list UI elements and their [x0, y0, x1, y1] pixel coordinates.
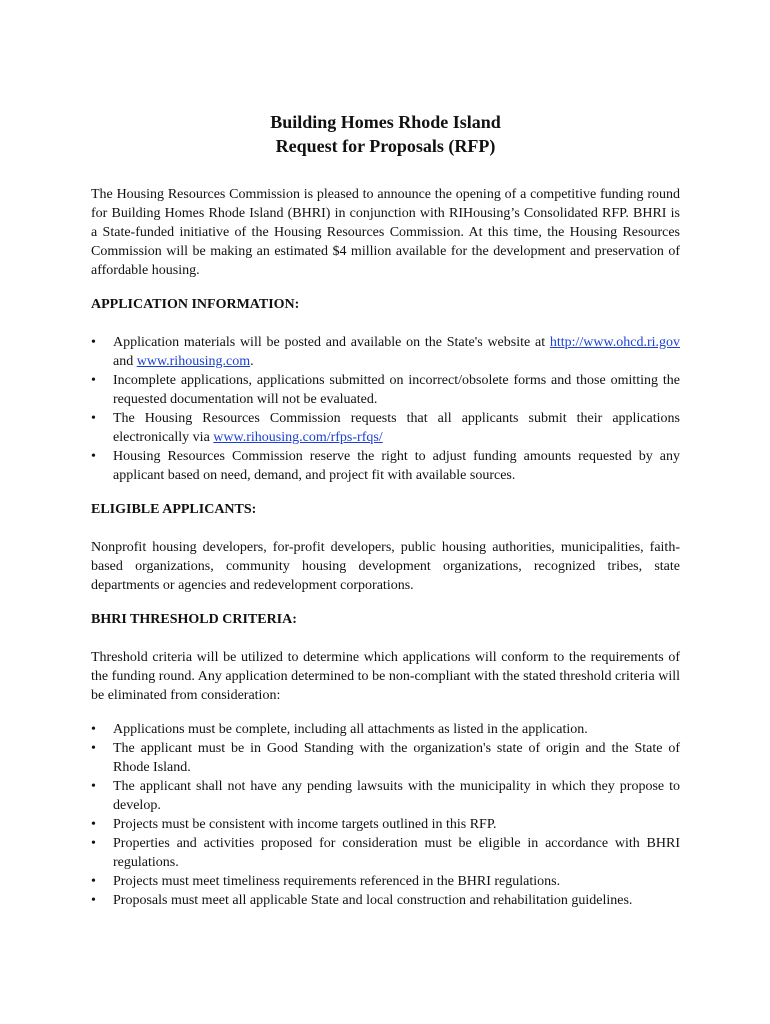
- list-item: [91, 777, 680, 815]
- threshold-criteria-list: [91, 720, 680, 910]
- application-info-list: [91, 333, 680, 485]
- title-line-1: Building Homes Rhode Island: [270, 112, 501, 132]
- ohcd-link[interactable]: http://www.ohcd.ri.gov: [549, 335, 680, 350]
- list-item-text: Properties and activities proposed for consideration must be eligible in accordance with BHRI regulations.: [113, 836, 680, 870]
- list-item-text: and: [113, 354, 137, 369]
- list-item-text: Projects must meet timeliness requirements referenced in the BHRI regulations.: [113, 874, 561, 889]
- list-item-text: Housing Resources Commission reserve the right to adjust funding amounts requested by any applicant based on need, demand, and project fit with available sources.: [113, 449, 680, 483]
- threshold-criteria-paragraph: Threshold criteria will be utilized to determine which applications will conform to the requirements of the funding round. Any application determined to be non-compliant with the stated threshold criteria will be eliminated from consideration:: [91, 650, 680, 703]
- bullet-icon: •: [91, 449, 96, 464]
- bullet-icon: •: [91, 836, 96, 851]
- bullet-icon: •: [91, 741, 96, 756]
- rihousing-link[interactable]: www.rihousing.com: [136, 354, 251, 369]
- threshold-criteria-heading: BHRI THRESHOLD CRITERIA:: [91, 612, 297, 627]
- list-item: [91, 371, 680, 409]
- bullet-icon: •: [91, 779, 96, 794]
- bullet-icon: •: [91, 373, 96, 388]
- title-block: [91, 110, 680, 158]
- eligible-applicants-paragraph: Nonprofit housing developers, for-profit developers, public housing authorities, municipalities, faith-based organizations, community housing development organizations, recognized tribes, state departments or agencies and redevelopment corporations.: [91, 540, 680, 593]
- title-line-2: Request for Proposals (RFP): [275, 136, 496, 156]
- list-item-text: Projects must be consistent with income targets outlined in this RFP.: [113, 817, 497, 832]
- list-item: [91, 815, 680, 834]
- bullet-icon: •: [91, 893, 96, 908]
- list-item: [91, 739, 680, 777]
- list-item: [91, 891, 680, 910]
- application-info-heading: APPLICATION INFORMATION:: [91, 297, 300, 312]
- intro-paragraph: The Housing Resources Commission is pleased to announce the opening of a competitive funding round for Building Homes Rhode Island (BHRI) in conjunction with RIHousing’s Consolidated RFP. BHRI is a State-funded initiative of the Housing Resources Commission. At this time, the Housing Resources Commission will be making an estimated $4 million available for the development and preservation of affordable housing.: [91, 187, 680, 278]
- list-item: [91, 834, 680, 872]
- eligible-applicants-heading: ELIGIBLE APPLICANTS:: [91, 502, 257, 517]
- list-item: [91, 720, 680, 739]
- list-item-text: Incomplete applications, applications submitted on incorrect/obsolete forms and those omitting the requested documentation will not be evaluated.: [113, 373, 680, 407]
- list-item: [91, 447, 680, 485]
- list-item: [91, 409, 680, 447]
- list-item-text: The applicant shall not have any pending lawsuits with the municipality in which they propose to develop.: [113, 779, 680, 813]
- list-item-text: The applicant must be in Good Standing with the organization's state of origin and the State of Rhode Island.: [113, 741, 680, 775]
- list-item: [91, 872, 680, 891]
- bullet-icon: •: [91, 722, 96, 737]
- list-item: [91, 333, 680, 371]
- list-item-text: .: [250, 354, 254, 369]
- list-item-text: The Housing Resources Commission requests that all applicants submit their applications electronically via: [113, 411, 680, 445]
- list-item-text: Proposals must meet all applicable State and local construction and rehabilitation guidelines.: [113, 893, 633, 908]
- rfps-rfqs-link[interactable]: www.rihousing.com/rfps-rfqs/: [213, 430, 383, 445]
- bullet-icon: •: [91, 874, 96, 889]
- bullet-icon: •: [91, 335, 96, 350]
- bullet-icon: •: [91, 411, 96, 426]
- list-item-text: Application materials will be posted and available on the State's website at: [113, 335, 550, 350]
- bullet-icon: •: [91, 817, 96, 832]
- list-item-text: Applications must be complete, including all attachments as listed in the application.: [113, 722, 588, 737]
